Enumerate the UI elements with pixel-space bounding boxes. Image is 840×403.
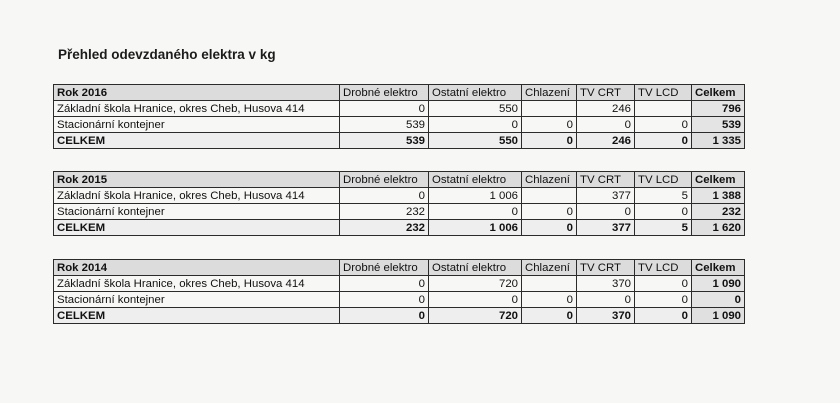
table-row (54, 292, 745, 308)
col-header-celkem: Celkem (692, 172, 745, 188)
cell-value: 550 (429, 133, 522, 149)
cell-total: 1 090 (692, 308, 745, 324)
year-table-2014 (53, 259, 745, 324)
row-label: Stacionární kontejner (54, 117, 340, 133)
table-row (54, 188, 745, 204)
cell-value: 1 006 (429, 188, 522, 204)
cell-value: 0 (522, 204, 577, 220)
cell-value: 246 (577, 133, 635, 149)
cell-value: 0 (635, 133, 692, 149)
cell-value: 0 (577, 204, 635, 220)
table-sum-row (54, 308, 745, 324)
cell-value: 550 (429, 101, 522, 117)
cell-total: 539 (692, 117, 745, 133)
row-label: CELKEM (54, 220, 340, 236)
cell-value: 720 (429, 308, 522, 324)
cell-value: 0 (522, 220, 577, 236)
year-table-2016 (53, 84, 745, 149)
cell-value: 0 (340, 292, 429, 308)
cell-value: 0 (340, 308, 429, 324)
cell-total: 796 (692, 101, 745, 117)
col-header-drobne: Drobné elektro (340, 172, 429, 188)
cell-value: 0 (577, 292, 635, 308)
cell-value: 5 (635, 188, 692, 204)
col-header-chlazeni: Chlazení (522, 85, 577, 101)
cell-value: 0 (340, 101, 429, 117)
cell-value: 0 (635, 292, 692, 308)
row-label: Základní škola Hranice, okres Cheb, Husova 414 (54, 101, 340, 117)
col-header-celkem: Celkem (692, 85, 745, 101)
cell-value: 0 (577, 117, 635, 133)
col-header-tv-crt: TV CRT (577, 260, 635, 276)
col-header-tv-crt: TV CRT (577, 85, 635, 101)
page-title: Přehled odevzdaného elektra v kg (58, 47, 276, 62)
cell-total: 1 335 (692, 133, 745, 149)
col-header-ostatni: Ostatní elektro (429, 172, 522, 188)
cell-value: 0 (522, 117, 577, 133)
cell-value: 0 (522, 133, 577, 149)
cell-value: 0 (340, 276, 429, 292)
table-sum-row (54, 133, 745, 149)
cell-value: 0 (429, 292, 522, 308)
table-header-row (54, 85, 745, 101)
cell-value: 232 (340, 204, 429, 220)
cell-value: 539 (340, 117, 429, 133)
table-row (54, 204, 745, 220)
row-label: CELKEM (54, 133, 340, 149)
table-sum-row (54, 220, 745, 236)
cell-total: 232 (692, 204, 745, 220)
cell-value (522, 188, 577, 204)
col-header-ostatni: Ostatní elektro (429, 85, 522, 101)
table-row (54, 117, 745, 133)
cell-value: 5 (635, 220, 692, 236)
cell-value: 539 (340, 133, 429, 149)
col-header-ostatni: Ostatní elektro (429, 260, 522, 276)
cell-value: 0 (635, 117, 692, 133)
row-label: CELKEM (54, 308, 340, 324)
col-header-drobne: Drobné elektro (340, 85, 429, 101)
year-label: Rok 2015 (54, 172, 340, 188)
row-label: Stacionární kontejner (54, 292, 340, 308)
cell-value: 0 (522, 292, 577, 308)
col-header-chlazeni: Chlazení (522, 260, 577, 276)
cell-value: 377 (577, 220, 635, 236)
table-row (54, 101, 745, 117)
cell-value: 377 (577, 188, 635, 204)
cell-value: 232 (340, 220, 429, 236)
col-header-tv-crt: TV CRT (577, 172, 635, 188)
year-label: Rok 2016 (54, 85, 340, 101)
col-header-chlazeni: Chlazení (522, 172, 577, 188)
col-header-tv-lcd: TV LCD (635, 260, 692, 276)
cell-value: 370 (577, 308, 635, 324)
cell-value: 720 (429, 276, 522, 292)
cell-value: 370 (577, 276, 635, 292)
cell-value: 0 (522, 308, 577, 324)
cell-total: 1 388 (692, 188, 745, 204)
col-header-tv-lcd: TV LCD (635, 85, 692, 101)
col-header-tv-lcd: TV LCD (635, 172, 692, 188)
row-label: Základní škola Hranice, okres Cheb, Husova 414 (54, 188, 340, 204)
year-table-2015 (53, 171, 745, 236)
year-label: Rok 2014 (54, 260, 340, 276)
table-header-row (54, 260, 745, 276)
cell-value (522, 276, 577, 292)
cell-total: 0 (692, 292, 745, 308)
cell-value: 0 (429, 204, 522, 220)
row-label: Stacionární kontejner (54, 204, 340, 220)
row-label: Základní škola Hranice, okres Cheb, Husova 414 (54, 276, 340, 292)
table-header-row (54, 172, 745, 188)
col-header-celkem: Celkem (692, 260, 745, 276)
cell-value: 0 (635, 276, 692, 292)
cell-value: 0 (635, 308, 692, 324)
cell-value: 0 (340, 188, 429, 204)
cell-total: 1 620 (692, 220, 745, 236)
cell-value (635, 101, 692, 117)
cell-value: 0 (635, 204, 692, 220)
cell-value: 1 006 (429, 220, 522, 236)
cell-value: 0 (429, 117, 522, 133)
table-row (54, 276, 745, 292)
col-header-drobne: Drobné elektro (340, 260, 429, 276)
cell-value: 246 (577, 101, 635, 117)
cell-total: 1 090 (692, 276, 745, 292)
cell-value (522, 101, 577, 117)
